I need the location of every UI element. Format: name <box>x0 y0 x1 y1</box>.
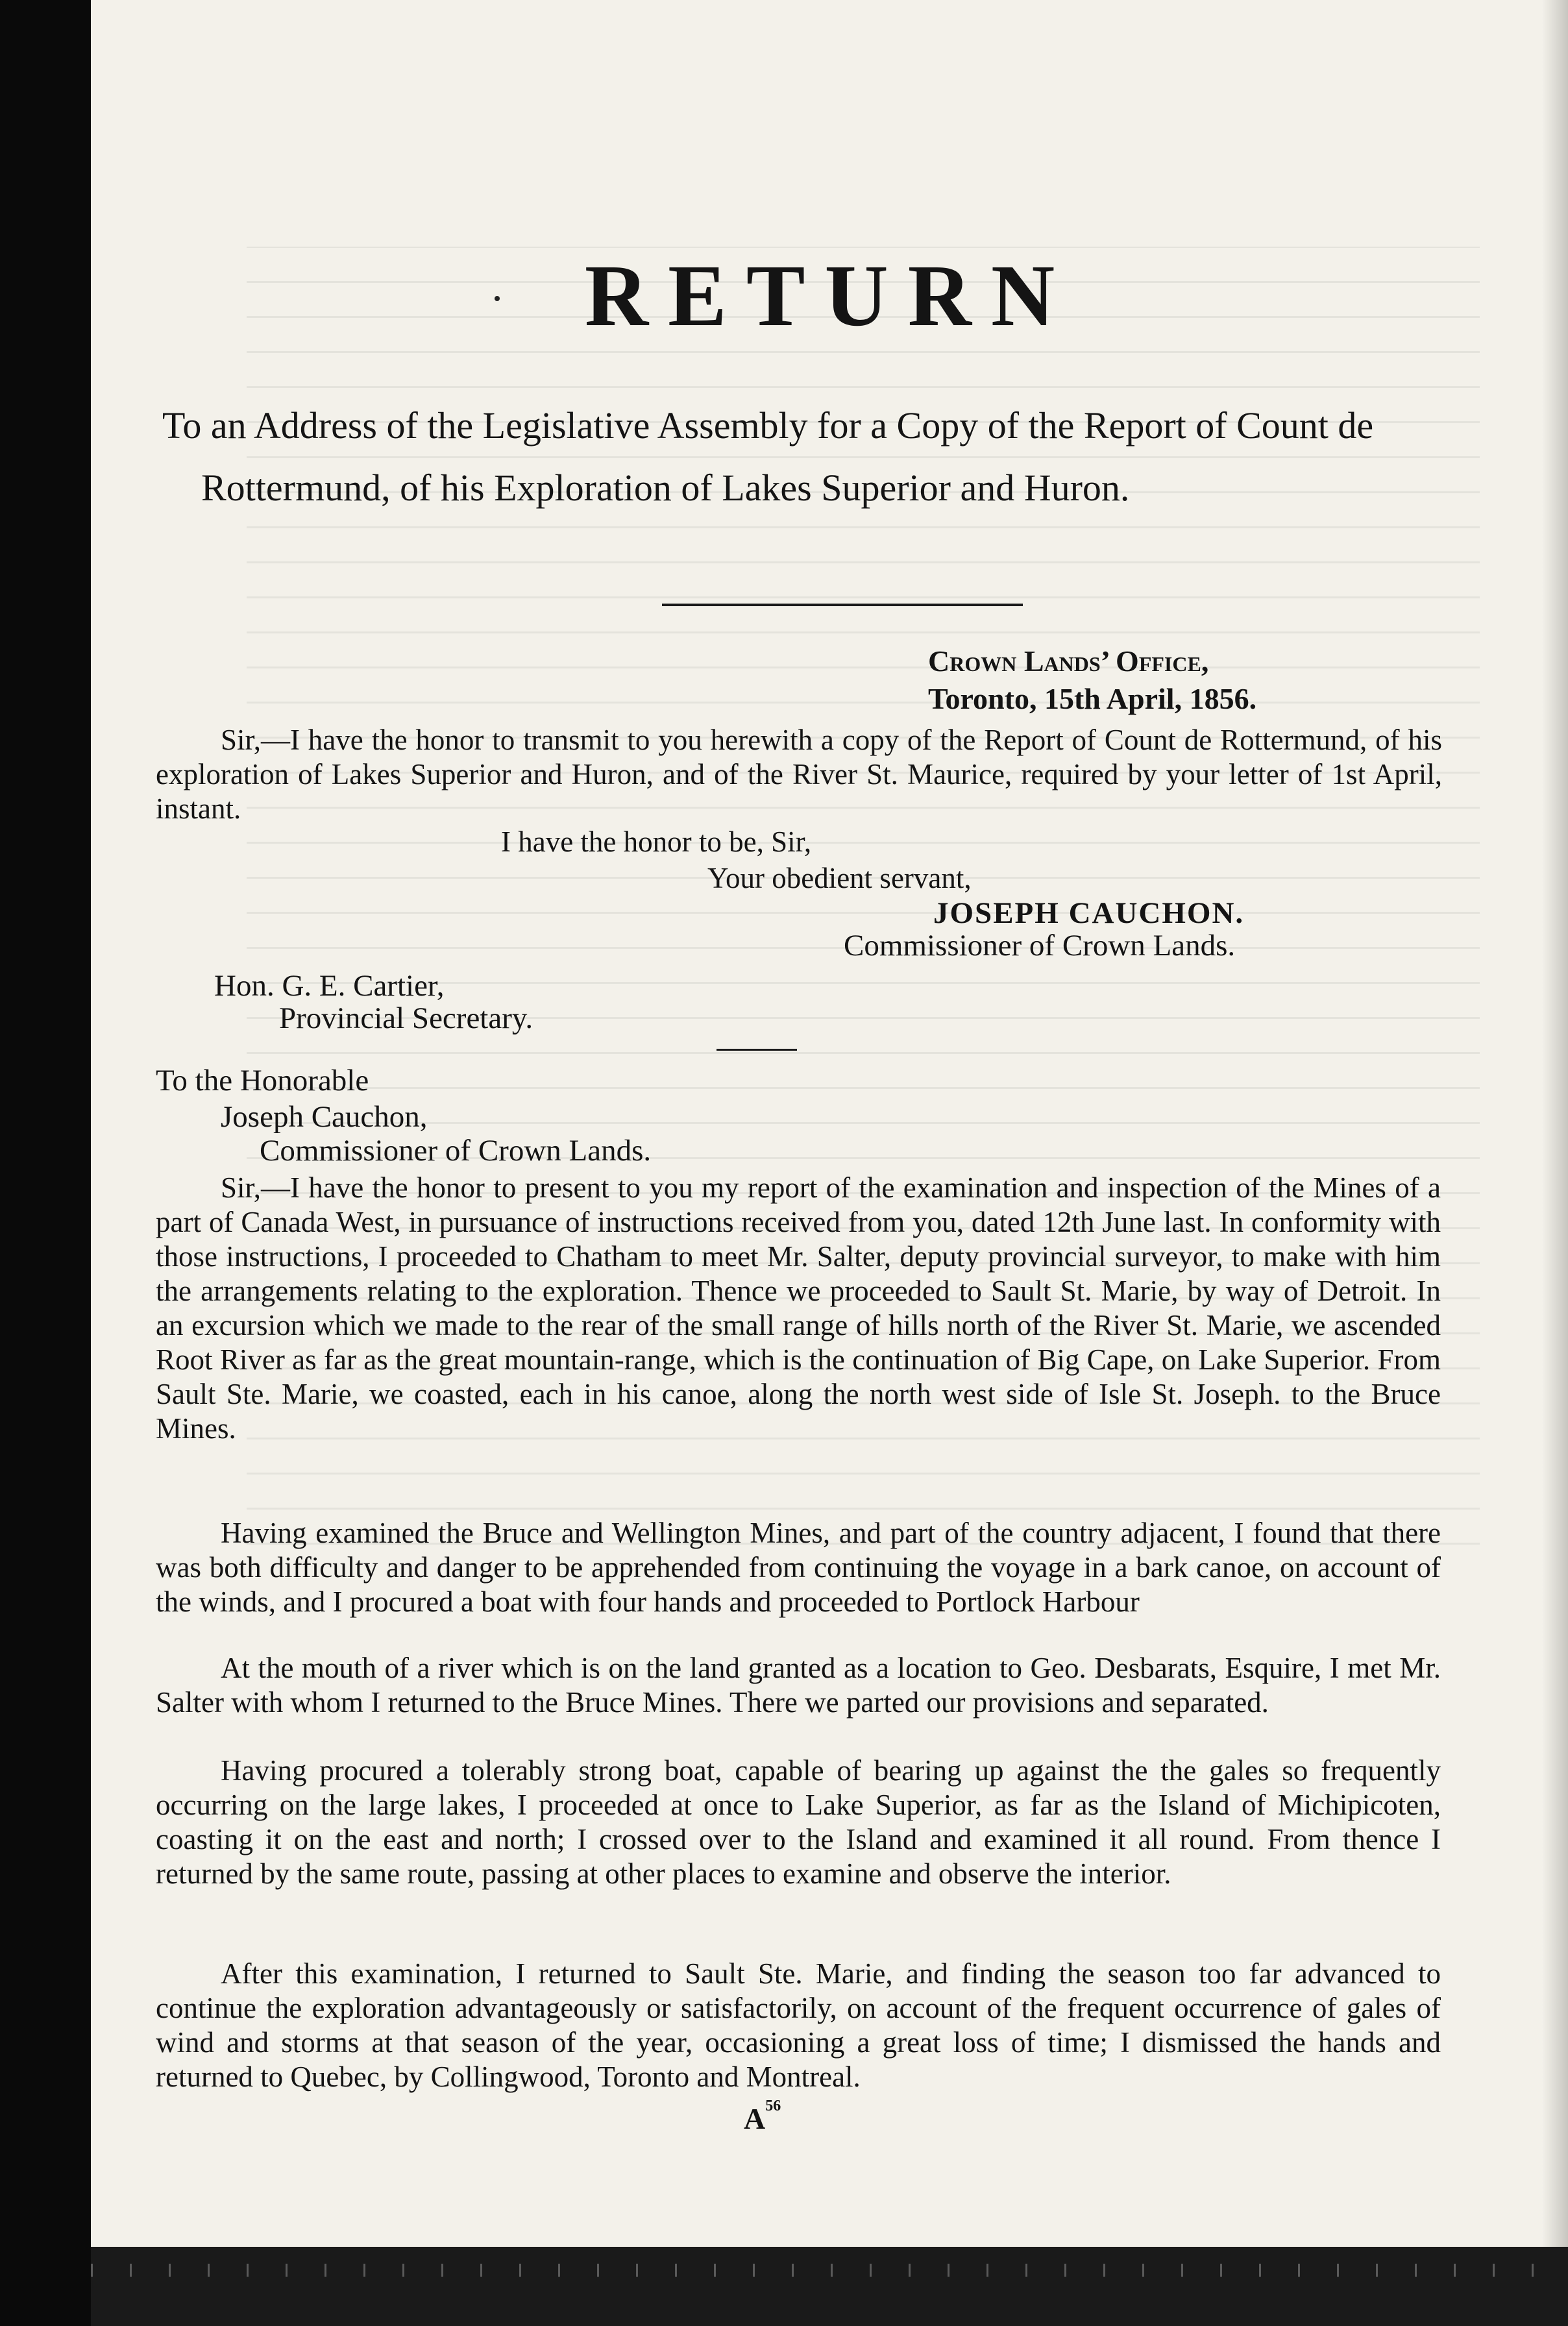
report-paragraph: At the mouth of a river which is on the land granted as a location to Geo. Desbarats, Esquire, I met Mr. Salter with whom I returned to the Bruce Mines. There we parted our provisions and separated. <box>156 1652 1441 1719</box>
printer-signature-mark <box>744 2098 781 2136</box>
addressee-name: Hon. G. E. Cartier, <box>214 969 445 1003</box>
report-recipient-name: Joseph Cauchon, <box>221 1100 428 1134</box>
letter-closing: I have the honor to be, Sir, <box>501 826 812 858</box>
page-edge-shadow <box>1542 0 1568 2326</box>
addressee-title: Provincial Secretary. <box>279 1001 533 1035</box>
short-divider <box>717 1049 797 1051</box>
signature-letter: A <box>744 2102 766 2135</box>
signatory-name: JOSEPH CAUCHON. <box>933 896 1245 930</box>
report-paragraph: Having procured a tolerably strong boat, capable of bearing up against the the gales so frequently occurring on the large lakes, I proceeded at once to Lake Superior, as far as the Island of Michipicoten, coasting it on the east and north; I crossed over to the Island and examined it all round. From thence I returned by the same route, passing at other places to examine and observe the interior. <box>156 1754 1441 1890</box>
signature-number: 56 <box>765 2098 781 2114</box>
report-recipient-title: Commissioner of Crown Lands. <box>260 1134 652 1168</box>
report-paragraph: Having examined the Bruce and Wellington Mines, and part of the country adjacent, I found that there was both difficulty and danger to be apprehended from continuing the voyage in a bark canoe, on account of the winds, and I procured a boat with four hands and proceeded to Portlock Harbour <box>156 1517 1441 1618</box>
scan-ruler-strip <box>91 2247 1568 2326</box>
section-divider <box>662 604 1023 606</box>
document-title: RETURN <box>584 247 1075 345</box>
signatory-title: Commissioner of Crown Lands. <box>844 929 1236 962</box>
letter-office-heading: Crown Lands’ Office, <box>928 644 1209 678</box>
document-page <box>91 0 1568 2326</box>
report-paragraph: After this examination, I returned to Sault Ste. Marie, and finding the season too far advanced to continue the exploration advantageously or satisfactorily, on account of the frequent occurrence of gales of wind and storms at that season of the year, occasioning a great loss of time; I dismissed the hands and returned to Quebec, by Collingwood, Toronto and Montreal. <box>156 1957 1441 2093</box>
document-subtitle: To an Address of the Legislative Assembly for a Copy of the Report of Count de Rottermund, of his Exploration of Lakes Superior and Huron. <box>162 404 1374 509</box>
letter-valediction: Your obedient servant, <box>707 862 972 894</box>
report-salutation-line: To the Honorable <box>156 1064 369 1097</box>
letter-body-paragraph: Sir,—I have the honor to transmit to you herewith a copy of the Report of Count de Rottermund, of his exploration of Lakes Superior and Huron, and of the River St. Maurice, required by your letter of 1st April, instant. <box>156 724 1442 825</box>
ruler-ticks <box>91 2264 1568 2277</box>
letter-place-date: Toronto, 15th April, 1856. <box>928 682 1257 715</box>
report-paragraph: Sir,—I have the honor to present to you my report of the examination and inspection of the Mines of a part of Canada West, in pursuance of instructions received from you, dated 12th June last. In conformity with those instructions, I proceeded to Chatham to meet Mr. Salter, deputy provincial surveyor, to make with him the arrangements relating to the exploration. Thence we proceeded to Sault St. Marie, by way of Detroit. In an excursion which we made to the rear of the small range of hills north of the River St. Marie, we ascended Root River as far as the great mountain-range, which is the continuation of Big Cape, on Lake Superior. From Sault Ste. Marie, we coasted, each in his canoe, along the north west side of Isle St. Joseph. to the Bruce Mines. <box>156 1171 1441 1445</box>
